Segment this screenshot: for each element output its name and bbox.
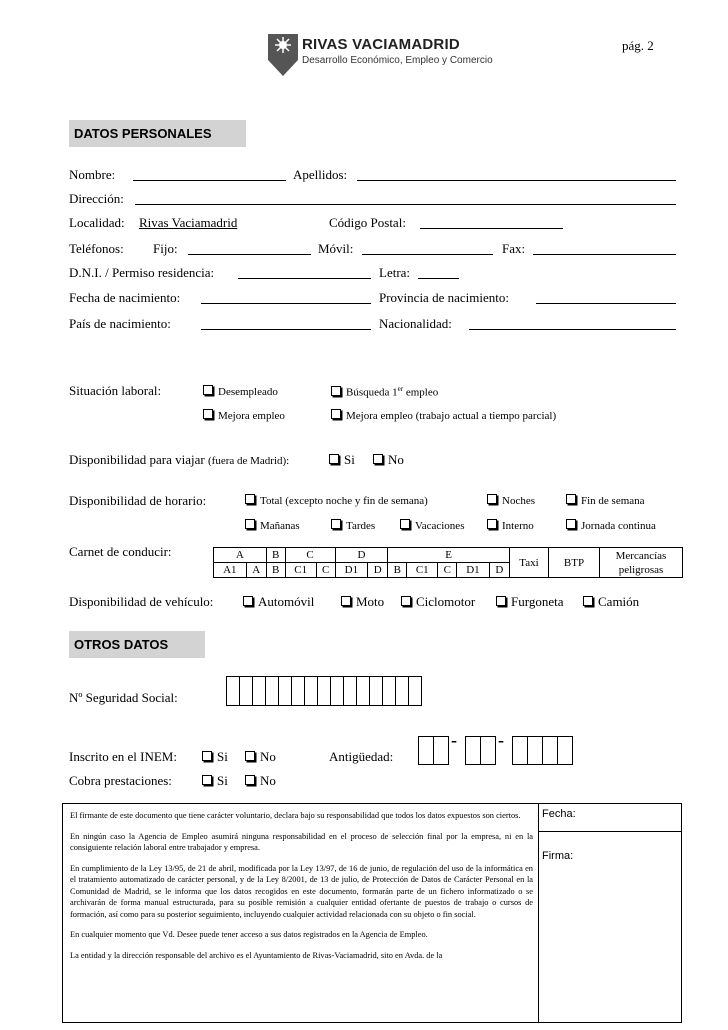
carnet-group-c: C	[285, 548, 335, 563]
carnet-cell[interactable]: D1	[335, 563, 368, 578]
checkbox[interactable]	[401, 596, 411, 606]
fijo-label: Fijo:	[153, 241, 178, 256]
horario-label: Disponibilidad de horario:	[69, 493, 207, 508]
carnet-mercancias-peligrosas[interactable]: Mercancías peligrosas	[600, 548, 683, 578]
carnet-btp[interactable]: BTP	[549, 548, 600, 578]
nss-label: Nº Seguridad Social:	[69, 690, 178, 705]
inem-no[interactable]: No	[245, 749, 276, 765]
fecha-nacimiento-label: Fecha de nacimiento:	[69, 290, 181, 305]
horario-vacaciones[interactable]: Vacaciones	[400, 519, 464, 532]
horario-mananas[interactable]: Mañanas	[245, 519, 300, 532]
checkbox[interactable]	[400, 519, 410, 529]
checkbox[interactable]	[243, 596, 253, 606]
prestaciones-label: Cobra prestaciones:	[69, 773, 172, 788]
carnet-cell[interactable]: C	[438, 563, 457, 578]
antiguedad-label: Antigüedad:	[329, 749, 394, 764]
movil-label: Móvil:	[318, 241, 354, 256]
nacionalidad-field[interactable]	[469, 329, 676, 330]
section-datos-personales: DATOS PERSONALES	[69, 120, 246, 147]
fecha-label: Fecha:	[542, 808, 576, 820]
legal-paragraph: En ningún caso la Agencia de Empleo asumirá ninguna responsabilidad en el proceso de selección final por la empresa, ni en la consiguiente relación laboral entre trabajador y empresa.	[70, 831, 533, 852]
carnet-cell[interactable]: D1	[457, 563, 490, 578]
section-otros-datos: OTROS DATOS	[69, 631, 205, 658]
legal-paragraph: En cumplimiento de la Ley 13/95, de 21 de abril, modificada por la Ley 13/97, de 16 de junio, de regulación del uso de la informática en el tratamiento automatizado de carácter personal, y de la Ley 8/2001, de 13 de julio, de Protección de Datos de Carácter Personal en la Comunidad de Madrid, se le informa que los datos recogidos en este documento, formarán parte de un fichero informatizado o se archivarán de forma manual estructurada, para su posible remisión a cualquier entidad ofertante de puestos de trabajo o cursos de formación, así como para su posterior seguimiento, incluyendo cualquier actividad relacionada con su objeto o fin social.	[70, 863, 533, 919]
antiguedad-year[interactable]	[512, 736, 573, 765]
legal-box	[62, 803, 682, 1023]
nombre-label: Nombre:	[69, 167, 116, 182]
localidad-label: Localidad:	[69, 215, 125, 230]
org-subtitle: Desarrollo Económico, Empleo y Comercio	[302, 55, 493, 66]
legal-paragraph: En cualquier momento que Vd. Desee puede tener acceso a sus datos registrados en la Agencia de Empleo.	[70, 930, 428, 939]
letra-label: Letra:	[379, 265, 411, 280]
nacionalidad-label: Nacionalidad:	[379, 316, 452, 331]
antiguedad-day[interactable]	[418, 736, 449, 765]
horario-noches[interactable]: Noches	[487, 494, 535, 507]
prestaciones-no[interactable]: No	[245, 773, 276, 789]
checkbox[interactable]	[487, 494, 497, 504]
codigo-postal-field[interactable]	[420, 228, 563, 229]
direccion-field[interactable]	[135, 204, 676, 205]
checkbox[interactable]	[203, 385, 213, 395]
inem-si[interactable]: Si	[202, 749, 228, 765]
horario-jornada-continua[interactable]: Jornada continua	[566, 519, 656, 532]
carnet-cell[interactable]: C	[316, 563, 335, 578]
checkbox[interactable]	[331, 409, 341, 419]
checkbox[interactable]	[583, 596, 593, 606]
checkbox[interactable]	[203, 409, 213, 419]
horario-interno[interactable]: Interno	[487, 519, 534, 532]
antiguedad-month[interactable]	[465, 736, 496, 765]
carnet-cell[interactable]: B	[266, 563, 285, 578]
checkbox[interactable]	[566, 494, 576, 504]
horario-tardes[interactable]: Tardes	[331, 519, 375, 532]
nombre-field[interactable]	[133, 180, 286, 181]
checkbox[interactable]	[341, 596, 351, 606]
checkbox[interactable]	[373, 454, 383, 464]
option-desempleado[interactable]: Desempleado	[203, 385, 278, 398]
checkbox[interactable]	[245, 494, 255, 504]
legal-paragraph: El firmante de este documento que tiene carácter voluntario, declara bajo su responsabilidad que todos los datos expuestos son ciertos.	[70, 811, 521, 820]
checkbox[interactable]	[245, 751, 255, 761]
pais-nacimiento-field[interactable]	[201, 329, 371, 330]
fax-label: Fax:	[502, 241, 526, 256]
checkbox[interactable]	[245, 519, 255, 529]
provincia-nacimiento-label: Provincia de nacimiento:	[379, 290, 509, 305]
apellidos-label: Apellidos:	[293, 167, 348, 182]
pais-nacimiento-label: País de nacimiento:	[69, 316, 171, 331]
antiguedad-dash-2: -	[498, 730, 504, 750]
nss-boxes[interactable]	[226, 676, 422, 706]
carnet-cell[interactable]: C1	[285, 563, 316, 578]
checkbox[interactable]	[496, 596, 506, 606]
checkbox[interactable]	[331, 386, 341, 396]
carnet-table	[213, 547, 683, 578]
carnet-cell[interactable]: C1	[407, 563, 438, 578]
apellidos-field[interactable]	[357, 180, 676, 181]
carnet-group-b: B	[266, 548, 285, 563]
provincia-nacimiento-field[interactable]	[536, 303, 676, 304]
fecha-row[interactable]	[539, 804, 681, 832]
movil-field[interactable]	[362, 254, 493, 255]
vehiculo-label: Disponibilidad de vehículo:	[69, 594, 214, 609]
dni-label: D.N.I. / Permiso residencia:	[69, 265, 215, 280]
carnet-group-d: D	[335, 548, 388, 563]
checkbox[interactable]	[329, 454, 339, 464]
fijo-field[interactable]	[188, 254, 311, 255]
antiguedad-dash-1: -	[451, 730, 457, 750]
telefonos-label: Teléfonos:	[69, 241, 124, 256]
situacion-laboral-label: Situación laboral:	[69, 383, 162, 398]
checkbox[interactable]	[331, 519, 341, 529]
option-mejora-empleo-parcial[interactable]: Mejora empleo (trabajo actual a tiempo parcial)	[331, 409, 556, 422]
option-mejora-empleo[interactable]: Mejora empleo	[203, 409, 285, 422]
signature-panel	[539, 804, 681, 862]
carnet-cell[interactable]: B	[388, 563, 407, 578]
horario-fin-semana[interactable]: Fin de semana	[566, 494, 645, 507]
checkbox[interactable]	[245, 775, 255, 785]
firma-label: Firma:	[542, 850, 574, 862]
legal-paragraph: La entidad y la dirección responsable del archivo es el Ayuntamiento de Rivas-Vaciamadrid, sito en Avda. de la	[70, 950, 443, 960]
carnet-label: Carnet de conducir:	[69, 544, 172, 559]
option-busqueda-primer-empleo[interactable]: Búsqueda 1er empleo	[331, 385, 438, 399]
codigo-postal-label: Código Postal:	[329, 215, 406, 230]
vehiculo-camion[interactable]: Camión	[583, 594, 639, 610]
carnet-group-a: A	[214, 548, 267, 563]
carnet-cell[interactable]: A1	[214, 563, 247, 578]
checkbox[interactable]	[566, 519, 576, 529]
dni-field[interactable]	[238, 278, 371, 279]
vehiculo-ciclomotor[interactable]: Ciclomotor	[401, 594, 475, 610]
page-number: pág. 2	[622, 38, 654, 53]
checkbox[interactable]	[202, 775, 212, 785]
vehiculo-furgoneta[interactable]: Furgoneta	[496, 594, 563, 610]
viajar-si[interactable]: Si	[329, 452, 355, 468]
legal-text	[63, 804, 539, 1022]
carnet-cell[interactable]: D	[489, 563, 509, 578]
fecha-nacimiento-field[interactable]	[201, 303, 371, 304]
carnet-taxi[interactable]: Taxi	[510, 548, 549, 578]
letra-field[interactable]	[418, 278, 459, 279]
localidad-value[interactable]: Rivas Vaciamadrid	[139, 215, 238, 230]
vehiculo-moto[interactable]: Moto	[341, 594, 384, 610]
carnet-group-e: E	[388, 548, 510, 563]
fax-field[interactable]	[533, 254, 676, 255]
carnet-cell[interactable]: A	[246, 563, 266, 578]
viajar-no[interactable]: No	[373, 452, 404, 468]
horario-total[interactable]: Total (excepto noche y fin de semana)	[245, 494, 428, 507]
org-logo	[268, 34, 298, 76]
checkbox[interactable]	[202, 751, 212, 761]
inem-label: Inscrito en el INEM:	[69, 749, 177, 764]
vehiculo-automovil[interactable]: Automóvil	[243, 594, 314, 610]
org-name: RIVAS VACIAMADRID	[302, 36, 460, 53]
prestaciones-si[interactable]: Si	[202, 773, 228, 789]
viajar-label: Disponibilidad para viajar (fuera de Madrid):	[69, 452, 290, 467]
firma-row[interactable]	[539, 832, 681, 862]
carnet-cell[interactable]: D	[368, 563, 388, 578]
direccion-label: Dirección:	[69, 191, 124, 206]
checkbox[interactable]	[487, 519, 497, 529]
